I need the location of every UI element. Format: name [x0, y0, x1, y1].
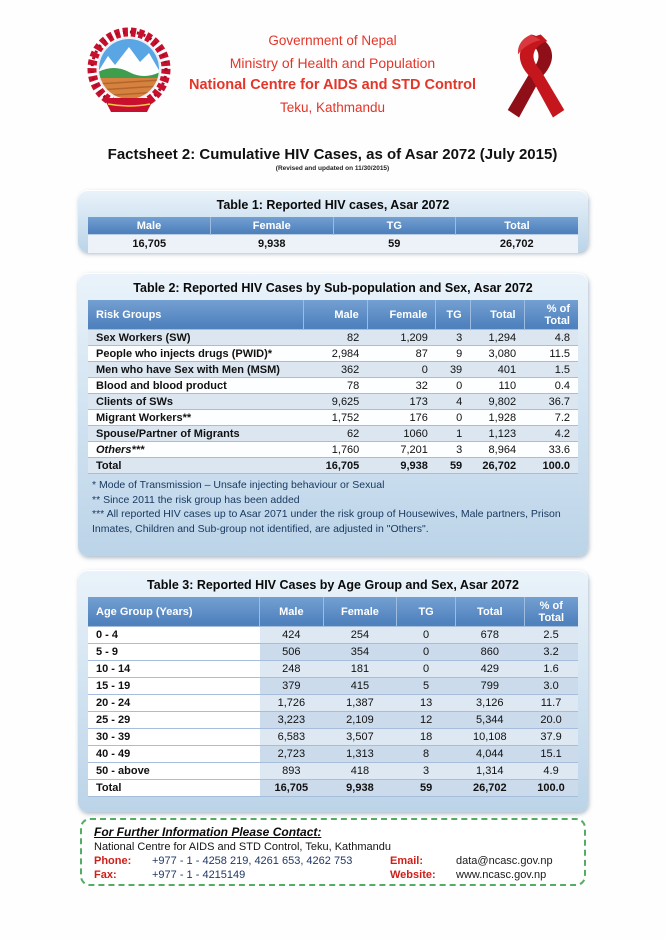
male-cell: 16,705 — [260, 780, 324, 797]
female-cell: 7,201 — [367, 442, 436, 458]
female-cell: 1,313 — [323, 746, 397, 763]
female-cell: 176 — [367, 410, 436, 426]
female-cell: 1,209 — [367, 330, 436, 346]
female-cell: 2,109 — [323, 712, 397, 729]
pct-cell: 33.6 — [524, 442, 578, 458]
total-cell: 1,928 — [470, 410, 524, 426]
tg-cell: 0 — [436, 410, 470, 426]
tg-cell: 39 — [436, 362, 470, 378]
pct-cell: 36.7 — [524, 394, 578, 410]
age-group-cell: 30 - 39 — [88, 729, 260, 746]
table2-panel — [78, 273, 588, 556]
age-group-cell: 15 - 19 — [88, 678, 260, 695]
total-cell: 799 — [455, 678, 524, 695]
table2-row — [88, 394, 578, 410]
tg-cell: 8 — [397, 746, 456, 763]
female-cell: 418 — [323, 763, 397, 780]
document-title-block — [0, 146, 665, 172]
value-cell: 26,702 — [456, 235, 579, 254]
footnote-1: * Mode of Transmission – Unsafe injecting behaviour or Sexual — [92, 479, 385, 491]
col-tg: TG — [397, 597, 456, 627]
age-group-cell: 40 - 49 — [88, 746, 260, 763]
age-group-cell: 0 - 4 — [88, 627, 260, 644]
age-group-cell: Total — [88, 780, 260, 797]
total-cell: 1,314 — [455, 763, 524, 780]
value-cell: 9,938 — [211, 235, 334, 254]
age-group-cell: 50 - above — [88, 763, 260, 780]
male-cell: 248 — [260, 661, 324, 678]
pct-cell: 1.6 — [524, 661, 578, 678]
table2-row — [88, 426, 578, 442]
pct-cell: 4.9 — [524, 763, 578, 780]
footnote-3: *** All reported HIV cases up to Asar 2071 under the risk group of Housewives, Male partners, Prison Inmates, Children and Sub-group not identified, are adjusted in "Others". — [92, 508, 561, 536]
risk-group-cell: People who injects drugs (PWID)* — [88, 346, 304, 362]
male-cell: 1,760 — [304, 442, 368, 458]
table3-row — [88, 746, 578, 763]
male-cell: 2,984 — [304, 346, 368, 362]
pct-cell: 11.5 — [524, 346, 578, 362]
male-cell: 362 — [304, 362, 368, 378]
pct-cell: 37.9 — [524, 729, 578, 746]
header-ministry-line: Ministry of Health and Population — [229, 54, 436, 71]
pct-cell: 0.4 — [524, 378, 578, 394]
male-cell: 1,726 — [260, 695, 324, 712]
male-cell: 2,723 — [260, 746, 324, 763]
phone-label: Phone: — [94, 855, 132, 867]
table2-footnotes — [92, 478, 574, 537]
total-cell: 860 — [455, 644, 524, 661]
total-cell: 3,126 — [455, 695, 524, 712]
table2-row — [88, 378, 578, 394]
female-cell: 415 — [323, 678, 397, 695]
tg-cell: 3 — [436, 330, 470, 346]
total-cell: 429 — [455, 661, 524, 678]
table2-row — [88, 410, 578, 426]
value-cell: 16,705 — [88, 235, 211, 254]
pct-cell: 4.2 — [524, 426, 578, 442]
risk-group-cell: Others*** — [88, 442, 304, 458]
document-header — [0, 22, 665, 134]
tg-cell: 4 — [436, 394, 470, 410]
table3-row — [88, 695, 578, 712]
tg-cell: 18 — [397, 729, 456, 746]
aids-ribbon-icon — [503, 28, 569, 124]
age-group-cell: 5 - 9 — [88, 644, 260, 661]
total-cell: 9,802 — [470, 394, 524, 410]
table1-data-row — [88, 235, 578, 254]
tg-cell: 5 — [397, 678, 456, 695]
page-title: Factsheet 2: Cumulative HIV Cases, as of Asar 2072 (July 2015) — [107, 146, 558, 163]
col-tg: TG — [436, 300, 470, 330]
col-pct-total: % of Total — [524, 300, 578, 330]
total-cell: 26,702 — [470, 458, 524, 474]
pct-cell: 4.8 — [524, 330, 578, 346]
pct-cell: 2.5 — [524, 627, 578, 644]
tg-cell: 3 — [436, 442, 470, 458]
risk-group-cell: Clients of SWs — [88, 394, 304, 410]
header-centre-line: National Centre for AIDS and STD Control — [188, 76, 477, 93]
age-group-cell: 10 - 14 — [88, 661, 260, 678]
nepal-government-emblem-icon — [84, 24, 174, 122]
male-cell: 9,625 — [304, 394, 368, 410]
total-cell: 1,123 — [470, 426, 524, 442]
table2-row — [88, 346, 578, 362]
email-label: Email: — [390, 855, 424, 867]
male-cell: 16,705 — [304, 458, 368, 474]
tg-cell: 59 — [436, 458, 470, 474]
table3-row — [88, 661, 578, 678]
table2-row — [88, 458, 578, 474]
risk-group-cell: Blood and blood product — [88, 378, 304, 394]
tg-cell: 9 — [436, 346, 470, 362]
contact-org-line: National Centre for AIDS and STD Control, Teku, Kathmandu — [94, 841, 391, 853]
pct-cell: 15.1 — [524, 746, 578, 763]
total-cell: 5,344 — [455, 712, 524, 729]
risk-group-cell: Spouse/Partner of Migrants — [88, 426, 304, 442]
male-cell: 82 — [304, 330, 368, 346]
female-cell: 9,938 — [323, 780, 397, 797]
female-cell: 354 — [323, 644, 397, 661]
male-cell: 62 — [304, 426, 368, 442]
pct-cell: 3.2 — [524, 644, 578, 661]
table3-body — [88, 627, 578, 797]
male-cell: 78 — [304, 378, 368, 394]
table2-title: Table 2: Reported HIV Cases by Sub-population and Sex, Asar 2072 — [133, 281, 533, 295]
pct-cell: 100.0 — [524, 458, 578, 474]
col-total: Total — [456, 217, 579, 235]
footnote-2: ** Since 2011 the risk group has been added — [92, 493, 300, 506]
risk-group-cell: Total — [88, 458, 304, 474]
pct-cell: 3.0 — [524, 678, 578, 695]
col-pct-total: % of Total — [524, 597, 578, 627]
pct-cell: 1.5 — [524, 362, 578, 378]
risk-group-cell: Sex Workers (SW) — [88, 330, 304, 346]
email-value: data@ncasc.gov.np — [456, 855, 553, 867]
table1-title: Table 1: Reported HIV cases, Asar 2072 — [216, 198, 450, 212]
col-total: Total — [470, 300, 524, 330]
col-male: Male — [88, 217, 211, 235]
table2 — [88, 300, 578, 474]
fax-label: Fax: — [94, 869, 117, 881]
female-cell: 173 — [367, 394, 436, 410]
male-cell: 6,583 — [260, 729, 324, 746]
risk-group-cell: Migrant Workers** — [88, 410, 304, 426]
table3 — [88, 597, 578, 797]
male-cell: 3,223 — [260, 712, 324, 729]
table2-header-row — [88, 300, 578, 330]
male-cell: 424 — [260, 627, 324, 644]
pct-cell: 100.0 — [524, 780, 578, 797]
female-cell: 181 — [323, 661, 397, 678]
table3-header-row — [88, 597, 578, 627]
tg-cell: 0 — [397, 627, 456, 644]
male-cell: 893 — [260, 763, 324, 780]
header-org-block — [189, 22, 476, 119]
total-cell: 110 — [470, 378, 524, 394]
table1 — [88, 217, 578, 253]
pct-cell: 7.2 — [524, 410, 578, 426]
table3-row — [88, 780, 578, 797]
total-cell: 10,108 — [455, 729, 524, 746]
age-group-cell: 20 - 24 — [88, 695, 260, 712]
male-cell: 1,752 — [304, 410, 368, 426]
total-cell: 1,294 — [470, 330, 524, 346]
female-cell: 0 — [367, 362, 436, 378]
col-tg: TG — [333, 217, 456, 235]
col-age-group: Age Group (Years) — [88, 597, 260, 627]
tg-cell: 13 — [397, 695, 456, 712]
fax-value: +977 - 1 - 4215149 — [152, 869, 246, 881]
tg-cell: 59 — [397, 780, 456, 797]
phone-value: +977 - 1 - 4258 219, 4261 653, 4262 753 — [152, 855, 353, 867]
col-female: Female — [211, 217, 334, 235]
contact-box — [80, 818, 586, 886]
table3-row — [88, 627, 578, 644]
female-cell: 254 — [323, 627, 397, 644]
table1-header-row — [88, 217, 578, 235]
female-cell: 32 — [367, 378, 436, 394]
pct-cell: 20.0 — [524, 712, 578, 729]
col-risk-groups: Risk Groups — [88, 300, 304, 330]
table3-panel — [78, 570, 588, 812]
table3-row — [88, 712, 578, 729]
col-female: Female — [323, 597, 397, 627]
header-location-line: Teku, Kathmandu — [279, 100, 386, 116]
male-cell: 379 — [260, 678, 324, 695]
male-cell: 506 — [260, 644, 324, 661]
tg-cell: 0 — [397, 661, 456, 678]
table2-row — [88, 362, 578, 378]
col-male: Male — [304, 300, 368, 330]
col-male: Male — [260, 597, 324, 627]
website-label: Website: — [390, 869, 436, 881]
female-cell: 1060 — [367, 426, 436, 442]
tg-cell: 1 — [436, 426, 470, 442]
table3-title: Table 3: Reported HIV Cases by Age Group and Sex, Asar 2072 — [147, 578, 519, 592]
header-government-line: Government of Nepal — [268, 33, 397, 48]
total-cell: 26,702 — [455, 780, 524, 797]
value-cell: 59 — [333, 235, 456, 254]
table2-row — [88, 330, 578, 346]
female-cell: 3,507 — [323, 729, 397, 746]
tg-cell: 0 — [436, 378, 470, 394]
table3-row — [88, 729, 578, 746]
total-cell: 678 — [455, 627, 524, 644]
col-female: Female — [367, 300, 436, 330]
website-value: www.ncasc.gov.np — [456, 869, 547, 881]
total-cell: 4,044 — [455, 746, 524, 763]
table3-row — [88, 763, 578, 780]
page-subtitle: (Revised and updated on 11/30/2015) — [275, 165, 390, 172]
total-cell: 8,964 — [470, 442, 524, 458]
total-cell: 3,080 — [470, 346, 524, 362]
tg-cell: 12 — [397, 712, 456, 729]
col-total: Total — [455, 597, 524, 627]
pct-cell: 11.7 — [524, 695, 578, 712]
table2-body — [88, 330, 578, 474]
table3-row — [88, 678, 578, 695]
age-group-cell: 25 - 29 — [88, 712, 260, 729]
risk-group-cell: Men who have Sex with Men (MSM) — [88, 362, 304, 378]
female-cell: 1,387 — [323, 695, 397, 712]
contact-heading: For Further Information Please Contact: — [94, 825, 322, 839]
female-cell: 87 — [367, 346, 436, 362]
table1-panel — [78, 190, 588, 252]
total-cell: 401 — [470, 362, 524, 378]
table2-row — [88, 442, 578, 458]
tg-cell: 3 — [397, 763, 456, 780]
female-cell: 9,938 — [367, 458, 436, 474]
contact-grid — [94, 855, 572, 881]
table3-row — [88, 644, 578, 661]
tg-cell: 0 — [397, 644, 456, 661]
